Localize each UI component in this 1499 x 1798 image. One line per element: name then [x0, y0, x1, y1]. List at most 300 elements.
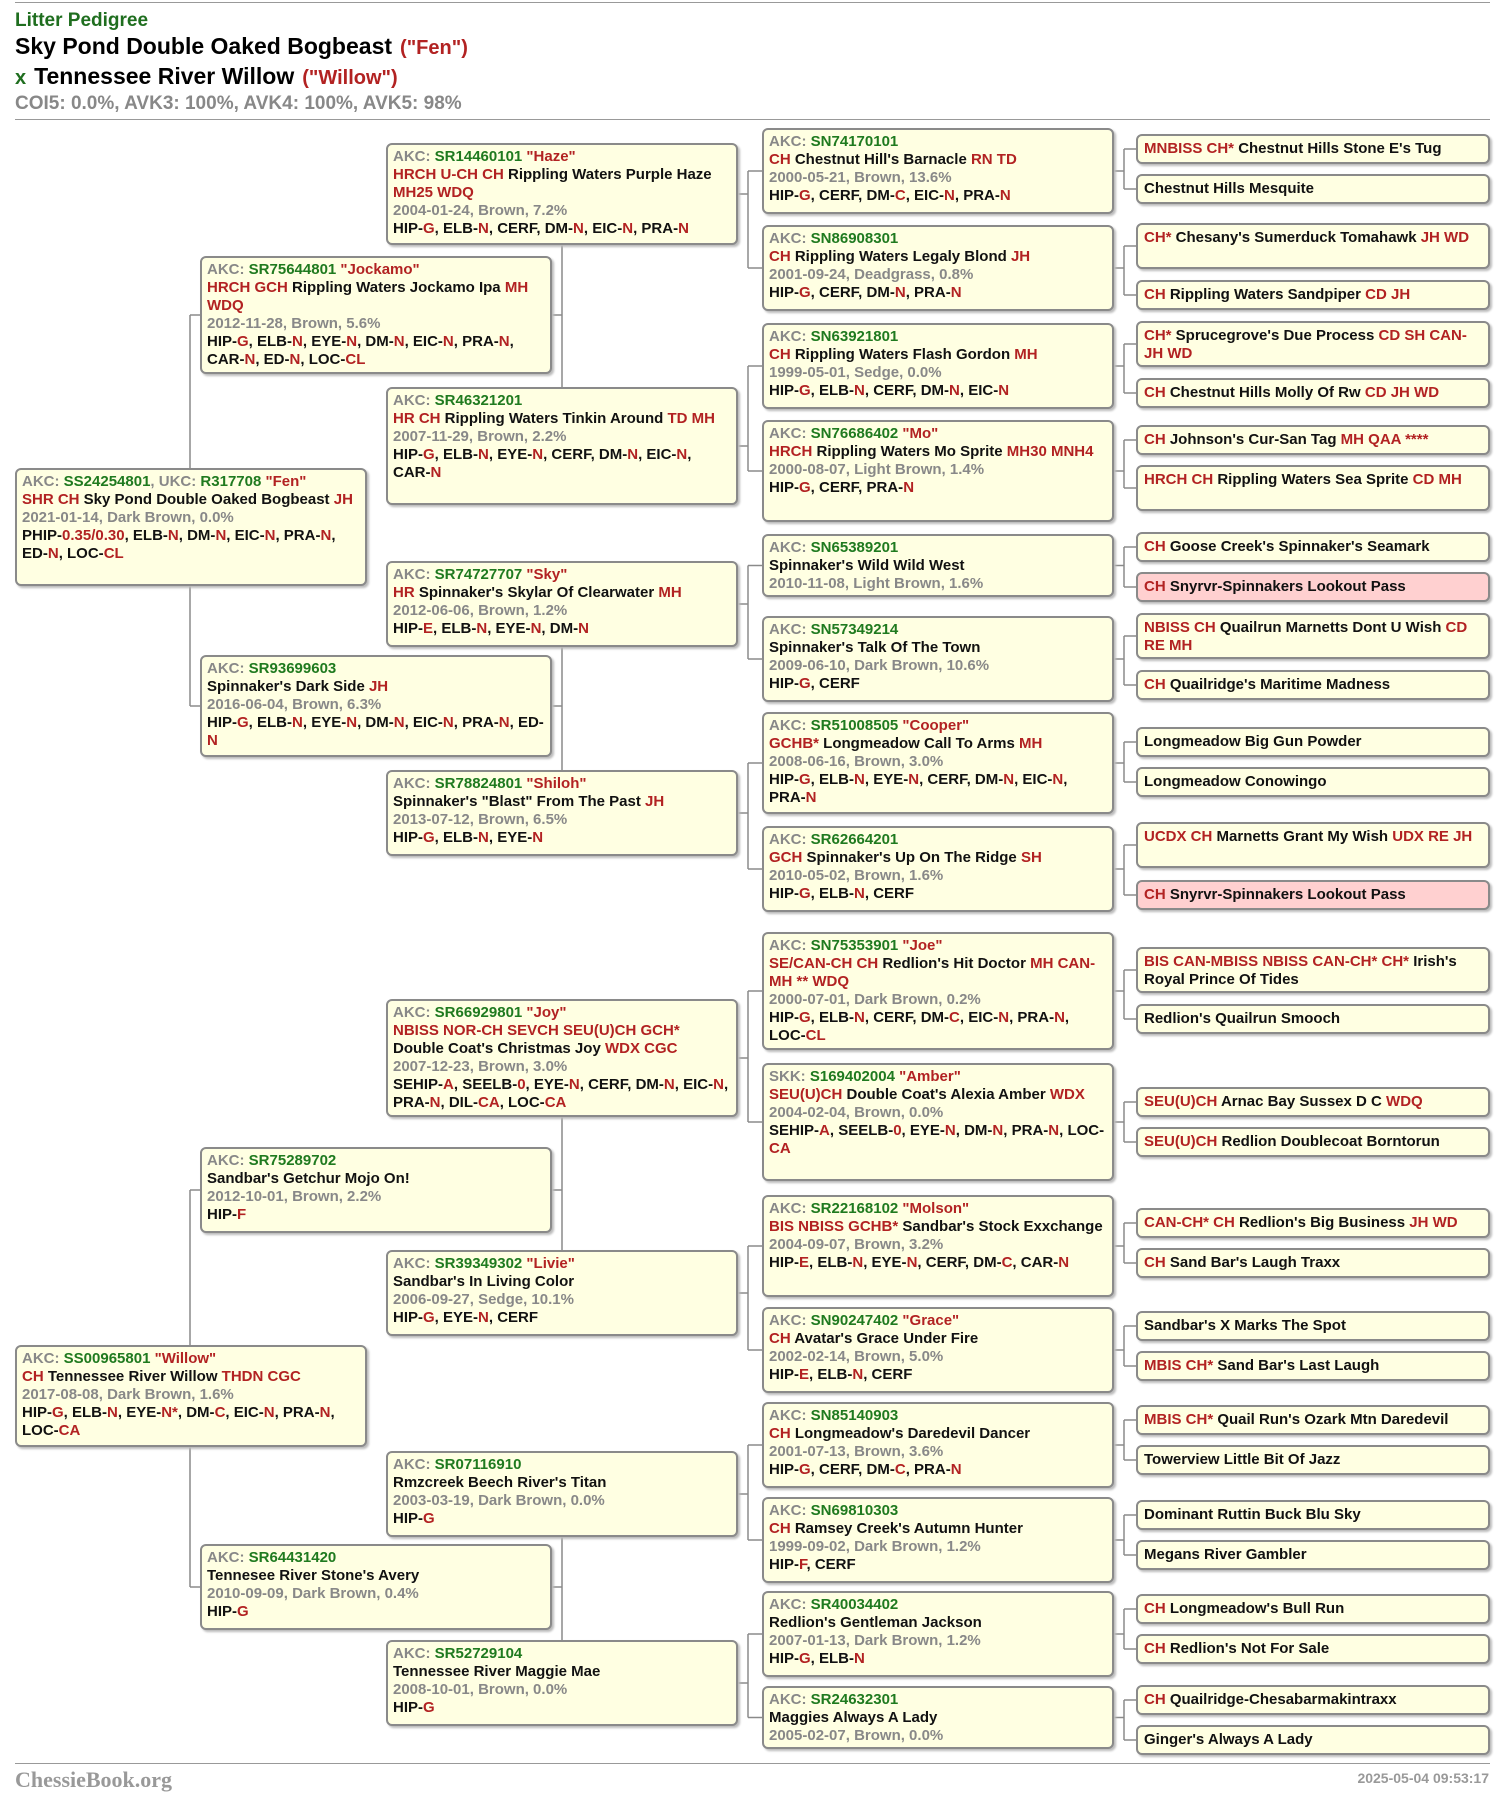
text-segment: , ELB-	[434, 829, 479, 846]
text-segment: G	[237, 714, 249, 731]
text-segment: N	[289, 351, 301, 368]
text-segment: , DM-	[541, 620, 579, 637]
dog-name	[22, 491, 360, 509]
text-segment: SR66929801	[434, 1004, 523, 1021]
text-segment: AKC:	[769, 1312, 811, 1329]
dog-birth-color-coi: 2008-10-01, Brown, 0.0%	[393, 1681, 568, 1698]
text-segment: SR39349302	[434, 1255, 523, 1272]
text-segment: AKC:	[393, 392, 435, 409]
text-segment: SR64431420	[248, 1549, 337, 1566]
text-segment: SEU(U)CH	[769, 1086, 847, 1103]
dog-card-g3_6[interactable]	[386, 1250, 738, 1336]
text-segment: AKC:	[769, 230, 811, 247]
text-segment: , DM-	[177, 1404, 215, 1421]
text-segment: AKC:	[769, 1691, 811, 1708]
dog-name	[769, 443, 1107, 461]
dog-card-g4_14[interactable]	[762, 1497, 1114, 1583]
text-segment: MH WDQ	[207, 279, 529, 314]
text-segment: CH	[1144, 1254, 1170, 1271]
text-segment: Longmeadow Conowingo	[1144, 773, 1327, 790]
dog-card-g2_3[interactable]	[200, 1147, 552, 1233]
text-segment: AKC:	[769, 133, 811, 150]
dog-name	[769, 1218, 1107, 1236]
text-segment: , SEELB-	[453, 1076, 518, 1093]
dog-name	[1144, 1506, 1482, 1524]
text-segment: , CERF	[864, 885, 915, 902]
dog-card-g5_28[interactable]	[1136, 1540, 1490, 1570]
text-segment: Chestnut Hill's Barnacle	[794, 151, 971, 168]
dog-card-g4_5[interactable]	[762, 534, 1114, 597]
text-segment: JH	[368, 678, 389, 695]
text-segment: N	[532, 829, 544, 846]
text-segment: CH*	[1144, 327, 1176, 344]
text-segment: Megans River Gambler	[1144, 1546, 1307, 1563]
text-segment: , EIC-	[959, 1009, 999, 1026]
dog-card-g4_7[interactable]	[762, 712, 1114, 814]
dog-card-g5_19[interactable]	[1136, 1087, 1490, 1117]
dog-card-g4_15[interactable]	[762, 1591, 1114, 1677]
dog-card-g4_10[interactable]	[762, 1063, 1114, 1181]
dog-name	[769, 639, 1107, 657]
text-segment: N	[430, 464, 442, 481]
dog-card-g4_12[interactable]	[762, 1307, 1114, 1393]
text-segment: N	[47, 545, 59, 562]
text-segment: , EIC-	[583, 220, 623, 237]
text-segment: AKC:	[207, 1549, 249, 1566]
dog-health-clearances	[769, 675, 1107, 693]
text-segment: G	[423, 220, 435, 237]
text-segment: C	[949, 1009, 960, 1026]
text-segment: , EYE-	[487, 620, 531, 637]
dog-card-g5_22[interactable]	[1136, 1248, 1490, 1278]
text-segment: , LOC-	[499, 1094, 545, 1111]
text-segment: , DM-	[357, 714, 394, 731]
text-segment: HRCH CH	[1144, 471, 1218, 488]
dog-birth-color-coi: 2012-11-28, Brown, 5.6%	[207, 315, 381, 332]
dog-card-g4_1[interactable]	[762, 128, 1114, 214]
text-segment: GCH	[769, 849, 807, 866]
dog-name	[207, 1170, 545, 1188]
text-segment: G	[423, 1699, 435, 1716]
text-segment: AKC:	[769, 1200, 811, 1217]
text-segment: , EYE-	[434, 1309, 479, 1326]
text-segment: HRCH	[769, 443, 817, 460]
registration-line	[769, 937, 1107, 955]
registration-line	[22, 1350, 360, 1368]
text-segment: CD JH WD	[1364, 384, 1440, 401]
text-segment: AKC:	[393, 1645, 435, 1662]
dog-card-g3_3[interactable]	[386, 561, 738, 647]
text-segment: E	[799, 1254, 810, 1271]
text-segment: , EYE-	[901, 1122, 945, 1139]
text-segment: MNBISS CH*	[1144, 140, 1239, 157]
text-segment: HIP-	[769, 1650, 799, 1667]
text-segment: SR93699603	[248, 660, 337, 677]
registration-line	[769, 1596, 1107, 1614]
dog-name	[1144, 1133, 1482, 1151]
registration-line	[393, 1004, 731, 1022]
dog-card-g5_16[interactable]	[1136, 880, 1490, 910]
dog-card-g4_2[interactable]	[762, 225, 1114, 311]
text-segment: G	[799, 479, 811, 496]
text-segment: HIP-	[207, 333, 237, 350]
text-segment: JH WD	[1409, 1214, 1458, 1231]
dog-card-g5_32[interactable]	[1136, 1725, 1490, 1755]
text-segment: Rippling Waters Legaly Blond	[794, 248, 1011, 265]
dog-card-g3_1[interactable]	[386, 143, 738, 245]
registration-line	[22, 473, 360, 491]
dog-health-clearances	[393, 1699, 731, 1717]
dog-card-g5_21[interactable]	[1136, 1208, 1490, 1238]
text-segment: HIP-	[207, 1603, 237, 1620]
text-segment: N	[950, 284, 962, 301]
text-segment: MBIS CH*	[1144, 1357, 1218, 1374]
dog-health-clearances	[393, 1510, 731, 1528]
text-segment: AKC:	[393, 1004, 435, 1021]
text-segment: SR46321201	[434, 392, 523, 409]
dog-name	[1144, 286, 1482, 304]
text-segment: Longmeadow's Bull Run	[1169, 1600, 1345, 1617]
text-segment: Snyrvr-Spinnakers Lookout Pass	[1169, 578, 1406, 595]
text-segment: G	[237, 333, 249, 350]
text-segment: , EIC-	[638, 446, 677, 463]
text-segment: Spinnaker's Talk Of The Town	[769, 639, 981, 656]
text-segment: G	[799, 1650, 811, 1667]
text-segment: AKC:	[769, 1596, 811, 1613]
text-segment: Sand Bar's Laugh Traxx	[1169, 1254, 1341, 1271]
text-segment: N	[532, 446, 544, 463]
text-segment: SN85140903	[810, 1407, 899, 1424]
registration-line	[769, 1502, 1107, 1520]
text-segment: N	[854, 382, 865, 399]
text-segment: , ELB-	[810, 771, 855, 788]
dog-name	[1144, 619, 1482, 655]
text-segment: G	[799, 1461, 811, 1478]
dog-card-g3_7[interactable]	[386, 1451, 738, 1537]
dog-card-g4_11[interactable]	[762, 1195, 1114, 1297]
text-segment: N	[264, 527, 276, 544]
text-segment: Sky Pond Double Oaked Bogbeast	[83, 491, 334, 508]
dog-name	[769, 1614, 1107, 1632]
text-segment: N	[478, 829, 489, 846]
text-segment: , PRA-	[274, 1404, 320, 1421]
text-segment: "Joy"	[522, 1004, 567, 1021]
text-segment: , CERF	[488, 1309, 539, 1326]
dog-card-g3_2[interactable]	[386, 387, 738, 505]
text-segment: , LOC-	[769, 1009, 1070, 1044]
text-segment: , CERF, DM-	[579, 1076, 664, 1093]
text-segment: SR52729104	[434, 1645, 523, 1662]
text-segment: , PRA-	[954, 187, 1000, 204]
dog-health-clearances	[393, 829, 731, 847]
dog-name	[393, 410, 731, 428]
dog-name	[1144, 471, 1482, 489]
dog-card-g4_13[interactable]	[762, 1402, 1114, 1488]
dog-name	[1144, 1451, 1482, 1469]
text-segment: SR24632301	[810, 1691, 899, 1708]
text-segment: WDX CGC	[604, 1040, 678, 1057]
dog-name	[1144, 886, 1482, 904]
text-segment: CH	[769, 1330, 795, 1347]
dog-card-g4_6[interactable]	[762, 616, 1114, 702]
text-segment: , CERF, DM-	[543, 446, 628, 463]
text-segment: HIP-	[207, 714, 237, 731]
dog-card-g3_8[interactable]	[386, 1640, 738, 1726]
dog-health-clearances	[393, 220, 731, 238]
dog-card-g5_17[interactable]	[1136, 947, 1490, 993]
text-segment: Sandbar's Stock Exxchange	[902, 1218, 1103, 1235]
dog-card-g2_4[interactable]	[200, 1544, 552, 1630]
dog-card-g4_8[interactable]	[762, 826, 1114, 912]
dog-card-g5_18[interactable]	[1136, 1004, 1490, 1034]
dog-card-g5_24[interactable]	[1136, 1351, 1490, 1381]
text-segment: CH	[1144, 286, 1170, 303]
text-segment: N	[530, 620, 542, 637]
text-segment: , ELB-	[434, 220, 479, 237]
dog-card-g5_27[interactable]	[1136, 1500, 1490, 1530]
dog-health-clearances	[769, 885, 1107, 903]
dog-card-g5_8[interactable]	[1136, 465, 1490, 511]
text-segment: SR07116910	[434, 1456, 522, 1473]
dog-card-g5_30[interactable]	[1136, 1634, 1490, 1664]
text-segment: AKC:	[769, 425, 811, 442]
text-segment: , EYE-	[488, 446, 533, 463]
text-segment: CH*	[1144, 229, 1176, 246]
text-segment: HIP-	[393, 220, 423, 237]
text-segment: , ELB-	[810, 382, 855, 399]
dog-card-g2_1[interactable]	[200, 256, 552, 374]
text-segment: SN86908301	[810, 230, 899, 247]
dog-name	[1144, 578, 1482, 596]
text-segment: CH	[1144, 431, 1170, 448]
registration-line	[769, 1312, 1107, 1330]
text-segment: CD MH	[1412, 471, 1462, 488]
text-segment: SR51008505	[810, 717, 899, 734]
text-segment: Quail Run's Ozark Mtn Daredevil	[1217, 1411, 1449, 1428]
text-segment: G	[423, 1309, 435, 1326]
dog-card-g5_5[interactable]	[1136, 321, 1490, 367]
text-segment: N	[346, 714, 358, 731]
dog-birth-color-coi: 1999-05-01, Sedge, 0.0%	[769, 364, 942, 381]
text-segment: HIP-	[393, 1510, 423, 1527]
text-segment: Redlion's Gentleman Jackson	[769, 1614, 982, 1631]
text-segment: N	[622, 220, 634, 237]
text-segment: N	[944, 187, 955, 204]
text-segment: , ELB-	[433, 620, 477, 637]
dog-card-g5_1[interactable]	[1136, 134, 1490, 164]
dog-card-g4_3[interactable]	[762, 323, 1114, 409]
text-segment: , CAR-	[1012, 1254, 1059, 1271]
dog-card-g5_11[interactable]	[1136, 613, 1490, 659]
text-segment: , CERF, DM-	[919, 771, 1004, 788]
text-segment: N	[167, 527, 179, 544]
dog-card-g5_23[interactable]	[1136, 1311, 1490, 1341]
text-segment: Marnetts Grant My Wish	[1216, 828, 1393, 845]
text-segment: NBISS NOR-CH SEVCH SEU(U)CH GCH*	[393, 1022, 680, 1039]
text-segment: AKC:	[22, 473, 64, 490]
text-segment: , PRA-	[275, 527, 321, 544]
dog-name	[1144, 953, 1482, 989]
text-segment: Spinnaker's Up On The Ridge	[806, 849, 1021, 866]
dog-card-g1_sire[interactable]	[15, 468, 367, 586]
text-segment: NBISS CH	[1144, 619, 1220, 636]
registration-line	[769, 621, 1107, 639]
dog-health-clearances	[769, 1254, 1107, 1272]
text-segment: , PRA-	[1003, 1122, 1049, 1139]
dog-card-g5_6[interactable]	[1136, 378, 1490, 408]
dog-card-g5_15[interactable]	[1136, 822, 1490, 868]
text-segment: Quailrun Marnetts Dont U Wish	[1219, 619, 1446, 636]
text-segment: , PRA-	[905, 284, 951, 301]
dog-card-g5_26[interactable]	[1136, 1445, 1490, 1475]
dog-birth-color-coi: 2001-07-13, Brown, 3.6%	[769, 1443, 944, 1460]
text-segment: Chestnut Hills Stone E's Tug	[1238, 140, 1442, 157]
text-segment: HIP-	[393, 620, 423, 637]
dog-health-clearances	[769, 1556, 1107, 1574]
text-segment: SN74170101	[810, 133, 899, 150]
text-segment: MH	[1014, 346, 1038, 363]
dog-health-clearances	[393, 620, 731, 638]
text-segment: , EIC-	[905, 187, 945, 204]
dog-name	[1144, 1546, 1482, 1564]
dog-card-g1_dam[interactable]	[15, 1345, 367, 1447]
text-segment: 0	[893, 1122, 902, 1139]
text-segment: G	[423, 1510, 435, 1527]
text-segment: G	[799, 771, 811, 788]
text-segment: , ELB-	[809, 1366, 853, 1383]
text-segment: HIP-	[22, 1404, 52, 1421]
dog-card-g2_2[interactable]	[200, 655, 552, 757]
dog-card-g4_9[interactable]	[762, 932, 1114, 1050]
dog-card-g5_13[interactable]	[1136, 727, 1490, 757]
dog-card-g3_4[interactable]	[386, 770, 738, 856]
text-segment: , DM-	[955, 1122, 993, 1139]
text-segment: JH	[333, 491, 353, 508]
text-segment: N	[663, 1076, 675, 1093]
text-segment: , DM-	[178, 527, 216, 544]
text-segment: SN57349214	[810, 621, 899, 638]
text-segment: Sandbar's In Living Color	[393, 1273, 575, 1290]
text-segment: N	[292, 333, 303, 350]
text-segment: N	[429, 1094, 441, 1111]
text-segment: AKC:	[769, 328, 811, 345]
text-segment: CH	[1144, 1691, 1170, 1708]
text-segment: Johnson's Cur-San Tag	[1169, 431, 1341, 448]
text-segment: "Joe"	[898, 937, 943, 954]
text-segment: Maggies Always A Lady	[769, 1709, 938, 1726]
sire-title-name: Sky Pond Double Oaked Bogbeast	[15, 33, 393, 59]
text-segment: , ELB-	[434, 446, 479, 463]
text-segment: "Amber"	[894, 1068, 961, 1085]
text-segment: AKC:	[769, 831, 811, 848]
text-segment: Goose Creek's Spinnaker's Seamark	[1169, 538, 1430, 555]
text-segment: CA	[478, 1094, 500, 1111]
text-segment: Spinnaker's Wild Wild West	[769, 557, 965, 574]
dog-card-g5_2[interactable]	[1136, 174, 1490, 204]
dog-health-clearances	[393, 446, 731, 482]
text-segment: Ginger's Always A Lady	[1144, 1731, 1313, 1748]
registration-line	[769, 425, 1107, 443]
text-segment: N	[805, 789, 817, 806]
text-segment: N	[442, 714, 454, 731]
text-segment: Spinnaker's Dark Side	[207, 678, 369, 695]
text-segment: Tennesee River Stone's Avery	[207, 1567, 420, 1584]
text-segment: Irish's Royal Prince Of Tides	[1144, 953, 1457, 988]
text-segment: , LOC-	[1059, 1122, 1105, 1139]
text-segment: N	[319, 1404, 331, 1421]
text-segment: "Livie"	[522, 1255, 575, 1272]
text-segment: JH WD	[1420, 229, 1470, 246]
text-segment: N	[713, 1076, 724, 1093]
dog-card-g4_4[interactable]	[762, 420, 1114, 522]
dog-card-g3_5[interactable]	[386, 999, 738, 1117]
text-segment: "Mo"	[898, 425, 939, 442]
text-segment: HIP-	[769, 1009, 799, 1026]
text-segment: CD SH CAN-JH WD	[1144, 327, 1467, 362]
text-segment: Snyrvr-Spinnakers Lookout Pass	[1169, 886, 1406, 903]
text-segment: HIP-	[769, 479, 799, 496]
text-segment: HIP-	[393, 829, 423, 846]
text-segment: Sandbar's X Marks The Spot	[1144, 1317, 1346, 1334]
text-segment: , ED-	[22, 527, 336, 562]
dog-card-g5_3[interactable]	[1136, 223, 1490, 269]
text-segment: N	[478, 446, 489, 463]
text-segment: SEHIP-	[393, 1076, 444, 1093]
text-segment: , EYE-	[864, 771, 909, 788]
dog-birth-color-coi: 2010-11-08, Light Brown, 1.6%	[769, 575, 984, 592]
text-segment: Longmeadow Call To Arms	[823, 735, 1020, 752]
text-segment: , LOC-	[58, 545, 104, 562]
text-segment: AKC:	[393, 775, 435, 792]
text-segment: , CERF, DM-	[810, 1461, 895, 1478]
page-label: Litter Pedigree	[15, 10, 149, 31]
dog-card-g5_25[interactable]	[1136, 1405, 1490, 1435]
dog-card-g5_10[interactable]	[1136, 572, 1490, 602]
text-segment: AKC:	[769, 717, 811, 734]
text-segment: N	[998, 382, 1010, 399]
text-segment: G	[237, 1603, 249, 1620]
text-segment: G	[799, 675, 811, 692]
text-segment: , PRA-	[633, 220, 679, 237]
dog-card-g5_9[interactable]	[1136, 532, 1490, 562]
text-segment: , LOC-	[300, 351, 346, 368]
text-segment: Redlion's Hit Doctor	[882, 955, 1031, 972]
dog-name	[1144, 1254, 1482, 1272]
dog-card-g5_20[interactable]	[1136, 1127, 1490, 1157]
dog-card-g5_14[interactable]	[1136, 767, 1490, 797]
text-segment: , CERF, DM-	[810, 187, 895, 204]
dog-card-g5_12[interactable]	[1136, 670, 1490, 700]
dog-card-g5_7[interactable]	[1136, 425, 1490, 455]
dog-health-clearances	[769, 771, 1107, 807]
text-segment: CH	[1144, 384, 1170, 401]
text-segment: CD RE MH	[1144, 619, 1468, 654]
dog-name	[393, 1474, 731, 1492]
dog-card-g5_29[interactable]	[1136, 1594, 1490, 1624]
text-segment: HIP-	[207, 1206, 237, 1223]
dog-name	[1144, 327, 1482, 363]
text-segment: N	[568, 1076, 580, 1093]
text-segment: , PRA-	[769, 771, 1068, 806]
text-segment: CH	[1144, 538, 1170, 555]
dog-card-g4_16[interactable]	[762, 1686, 1114, 1749]
text-segment: N	[107, 1404, 118, 1421]
text-segment: , CERF, DM-	[917, 1254, 1002, 1271]
dog-name	[207, 678, 545, 696]
dog-card-g5_31[interactable]	[1136, 1685, 1490, 1715]
text-segment: SEHIP-	[769, 1122, 820, 1139]
dog-card-g5_4[interactable]	[1136, 280, 1490, 310]
